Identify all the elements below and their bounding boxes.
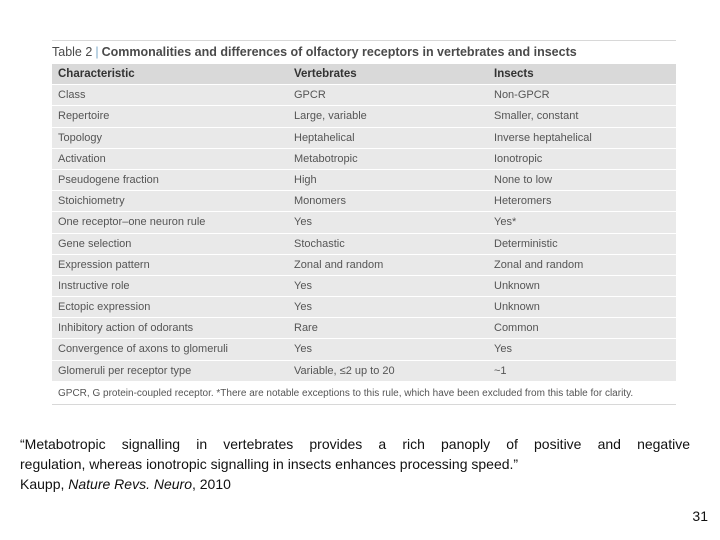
citation-author: Kaupp, (20, 476, 69, 492)
table-bottom-rule (52, 404, 676, 405)
cell-insects: Common (494, 322, 539, 335)
cell-characteristic: Inhibitory action of odorants (58, 322, 194, 335)
citation-journal: Nature Revs. Neuro (68, 476, 192, 492)
table-row (52, 85, 676, 106)
table-row (52, 361, 676, 382)
cell-characteristic: Gene selection (58, 237, 132, 250)
cell-vertebrates: Heptahelical (294, 131, 355, 144)
cell-insects: Heteromers (494, 195, 552, 208)
cell-characteristic: Glomeruli per receptor type (58, 364, 192, 377)
cell-characteristic: Stoichiometry (58, 195, 125, 208)
quote-line-2: regulation, whereas ionotropic signalling in insects enhances processing speed.” (20, 456, 519, 472)
table-row (52, 297, 676, 318)
quote-line-1: “Metabotropic signalling in vertebrates provides a rich panoply of positive and negative (20, 436, 690, 452)
table-row (52, 255, 676, 276)
table-title-separator: | (95, 45, 99, 59)
cell-characteristic: Activation (58, 152, 106, 165)
table-row (52, 106, 676, 127)
cell-vertebrates: Monomers (294, 195, 346, 208)
table-row (52, 276, 676, 297)
cell-characteristic: One receptor–one neuron rule (58, 216, 206, 229)
table-footnote: GPCR, G protein-coupled receptor. *There are notable exceptions to this rule, which have been excluded from this table for clarity. (58, 387, 634, 399)
cell-insects: Yes (494, 343, 512, 356)
table-header-row (52, 64, 676, 85)
cell-vertebrates: High (294, 173, 317, 186)
olfactory-receptor-table (52, 40, 676, 405)
cell-characteristic: Expression pattern (58, 258, 150, 271)
quote-citation (20, 474, 690, 494)
cell-insects: Deterministic (494, 237, 558, 250)
cell-insects: ~1 (494, 364, 507, 377)
cell-characteristic: Convergence of axons to glomeruli (58, 343, 228, 356)
header-vertebrates: Vertebrates (294, 68, 357, 80)
cell-characteristic: Instructive role (58, 279, 130, 292)
citation-year: , 2010 (191, 476, 231, 492)
cell-insects: Inverse heptahelical (494, 131, 592, 144)
cell-insects: Unknown (494, 301, 540, 314)
table-label: Table 2 (52, 45, 93, 59)
cell-characteristic: Ectopic expression (58, 301, 151, 314)
cell-vertebrates: Rare (294, 322, 318, 335)
table-row (52, 191, 676, 212)
cell-vertebrates: Yes (294, 343, 312, 356)
cell-insects: Smaller, constant (494, 110, 579, 123)
cell-vertebrates: Variable, ≤2 up to 20 (294, 364, 395, 377)
cell-vertebrates: Yes (294, 216, 312, 229)
cell-vertebrates: Zonal and random (294, 258, 384, 271)
cell-characteristic: Topology (58, 131, 103, 144)
table-row (52, 339, 676, 360)
cell-characteristic: Class (58, 89, 86, 102)
cell-vertebrates: Yes (294, 279, 312, 292)
page-number: 31 (692, 508, 708, 524)
table-row (52, 234, 676, 255)
cell-vertebrates: Large, variable (294, 110, 367, 123)
table-row (52, 170, 676, 191)
table-row (52, 212, 676, 233)
cell-vertebrates: Metabotropic (294, 152, 358, 165)
table-grid (52, 63, 676, 382)
cell-insects: Unknown (494, 279, 540, 292)
cell-vertebrates: GPCR (294, 89, 326, 102)
table-title (52, 40, 676, 63)
cell-insects: Yes* (494, 216, 517, 229)
table-title-text: Commonalities and differences of olfactory receptors in vertebrates and insects (101, 45, 577, 59)
cell-vertebrates: Stochastic (294, 237, 345, 250)
quote-block (20, 434, 690, 494)
cell-insects: None to low (494, 173, 553, 186)
header-characteristic: Characteristic (58, 68, 135, 80)
table-row (52, 318, 676, 339)
cell-insects: Non-GPCR (494, 89, 550, 102)
table-row (52, 149, 676, 170)
cell-vertebrates: Yes (294, 301, 312, 314)
table-row (52, 128, 676, 149)
header-insects: Insects (494, 68, 534, 80)
cell-characteristic: Pseudogene fraction (58, 173, 159, 186)
cell-characteristic: Repertoire (58, 110, 110, 123)
cell-insects: Ionotropic (494, 152, 543, 165)
cell-insects: Zonal and random (494, 258, 584, 271)
